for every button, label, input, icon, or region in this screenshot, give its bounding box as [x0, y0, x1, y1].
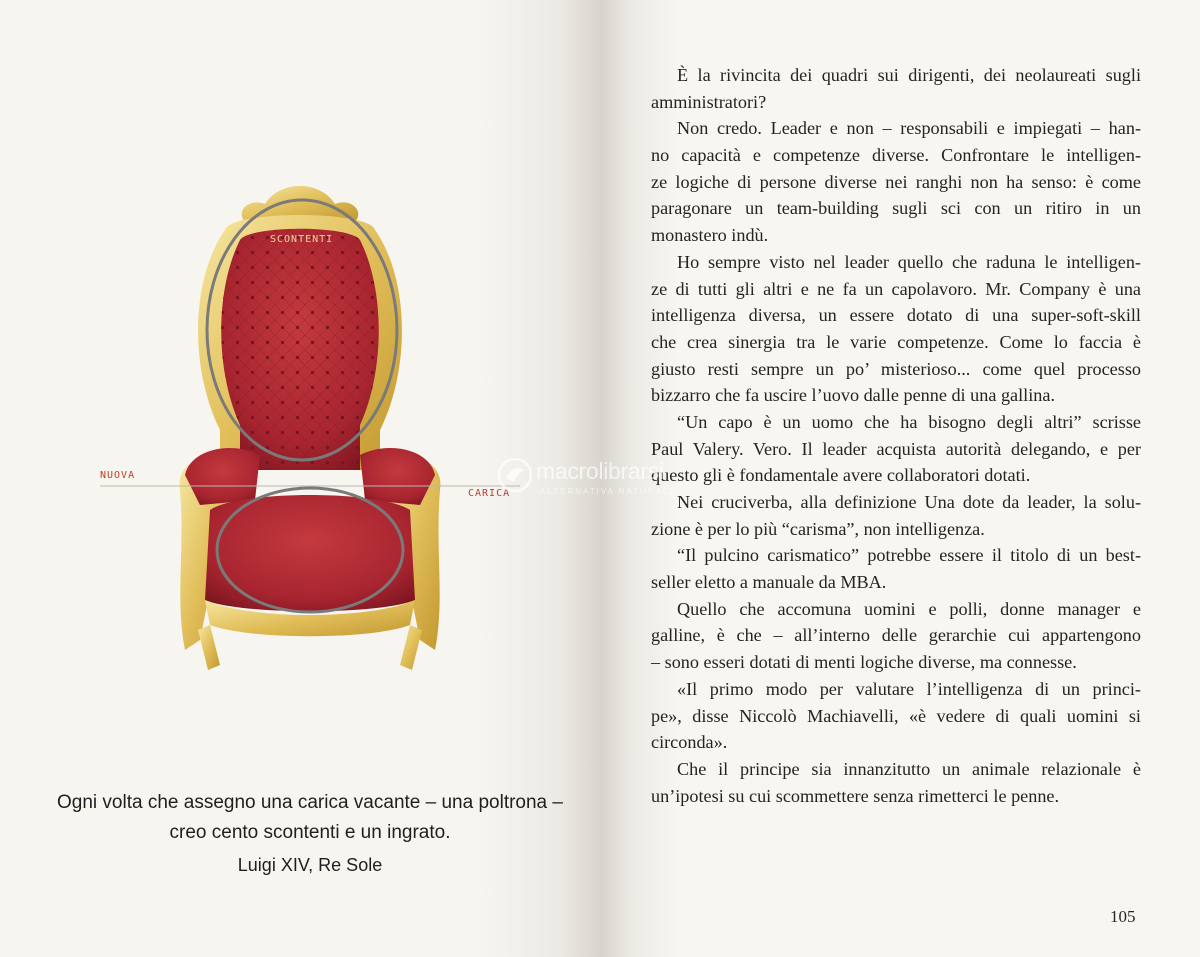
text-line: pe», disse Niccolò Machiavelli, «è vedere di quali uomini si: [651, 705, 1141, 726]
text-line: “Il pulcino carismatico” potrebbe essere il titolo di un best-: [677, 545, 1141, 566]
text-line: amministratori?: [651, 91, 767, 112]
page-number: 105: [1110, 907, 1136, 926]
text-line: un’ipotesi su cui scommettere senza rimetterci le penne.: [651, 785, 1060, 806]
text-line: monastero indù.: [651, 225, 769, 246]
text-line: ze logiche di persone diverse nei ranghi non ha senso: è come: [651, 171, 1141, 192]
text-line: no capacità e competenze diverse. Confrontare le intelligen-: [651, 145, 1141, 166]
text-line: Che il principe sia innanzitutto un animale relazionale è: [677, 758, 1141, 779]
body-text: [651, 62, 1141, 809]
watermark-subtext: ALTERNATIVA NATURALE: [540, 487, 677, 496]
text-line: – sono esseri dotati di menti logiche diverse, ma connesse.: [651, 652, 1077, 673]
watermark: [484, 454, 734, 508]
text-line: «Il primo modo per valutare l’intelligenza di un princi-: [677, 678, 1141, 699]
text-line: zione è per lo più “carisma”, non intelligenza.: [651, 518, 985, 539]
text-line: paragonare un team-building sugli sci con un ritiro in un: [651, 198, 1141, 219]
throne-illustration: [80, 170, 540, 690]
text-line: Paul Valery. Vero. Il leader acquista autorità delegando, e per: [651, 438, 1141, 459]
text-line: galline, è che – all’interno delle gerarchie cui appartengono: [651, 625, 1141, 646]
text-line: È la rivincita dei quadri sui dirigenti, dei neolaureati sugli: [677, 65, 1141, 85]
text-line: Non credo. Leader e non – responsabili e impiegati – han-: [677, 118, 1141, 139]
illustration-label-right: CARICA: [468, 488, 511, 499]
text-line: intelligenza diversa, un essere dotato di una super-soft-skill: [651, 305, 1141, 326]
text-line: Quello che accomuna uomini e polli, donne manager e: [677, 598, 1141, 619]
text-line: questo gli è fondamentale avere collaboratori dotati.: [651, 465, 1031, 486]
epigraph-author: Luigi XIV, Re Sole: [237, 855, 383, 875]
text-line: Nei cruciverba, alla definizione Una dote da leader, la solu-: [677, 492, 1141, 512]
epigraph-line-2: creo cento scontenti e un ingrato.: [169, 822, 451, 843]
epigraph-line-1: Ogni volta che assegno una carica vacante – una poltrona –: [57, 792, 563, 813]
text-line: Ho sempre visto nel leader quello che raduna le intelligen-: [677, 251, 1141, 272]
macrolibrarsi-logo-icon: [496, 456, 534, 494]
throne-armchair-icon: [80, 170, 540, 690]
watermark-text: macrolibrarsi: [536, 458, 664, 484]
text-line: bizzarro che fa uscire l’uovo dalle penne di una gallina.: [651, 385, 1055, 406]
text-line: circonda».: [651, 732, 728, 753]
illustration-label-top: SCONTENTI: [270, 234, 334, 245]
text-line: che crea sinergia tra le varie competenze. Come lo faccia è: [651, 331, 1141, 352]
illustration-label-left: NUOVA: [100, 470, 136, 481]
text-line: “Un capo è un uomo che ha bisogno degli altri” scrisse: [677, 411, 1141, 432]
text-line: seller eletto a manuale da MBA.: [651, 572, 887, 593]
text-line: giusto resti sempre un po’ misterioso... come quel processo: [651, 358, 1141, 379]
text-line: ze di tutti gli altri e ne fa un capolavoro. Mr. Company è una: [651, 278, 1141, 299]
